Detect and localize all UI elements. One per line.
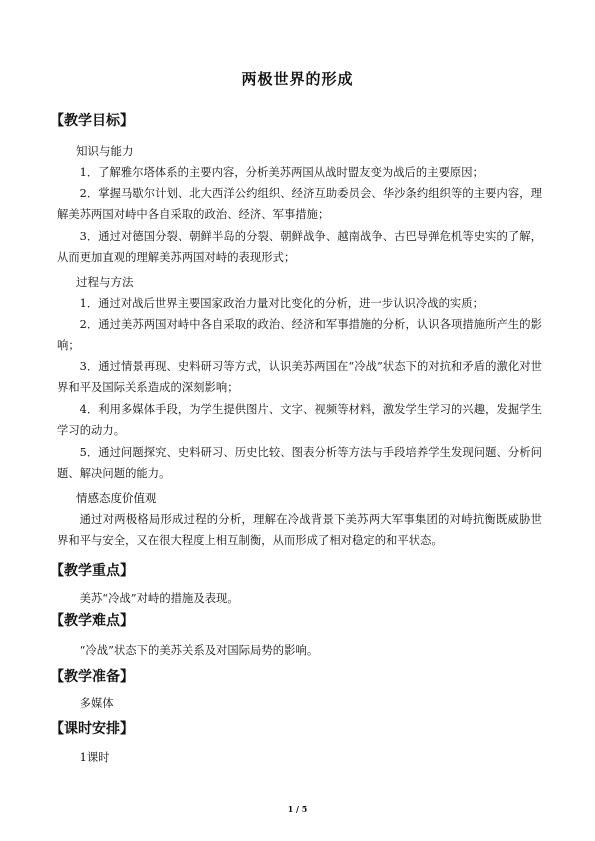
schedule-text: 1课时 bbox=[79, 751, 110, 764]
subheading-process: 过程与方法 bbox=[76, 275, 134, 289]
difficulties-text: “冷战”状态下的美苏关系及对国际局势的影响。 bbox=[79, 644, 319, 657]
process-item-3: 3．通过情景再现、史料研习等方式，认识美苏两国在“冷战”状态下的对抗和矛盾的激化对世界和平及国际关系造成的深刻影响； bbox=[57, 360, 542, 394]
knowledge-item-1: 1．了解雅尔塔体系的主要内容，分析美苏两国从战时盟友变为战后的主要原因； bbox=[79, 166, 484, 179]
process-item-4: 4．利用多媒体手段，为学生提供图片、文字、视频等材料，激发学生学习的兴趣，发掘学生学习的动力。 bbox=[57, 403, 542, 437]
subheading-emotion: 情感态度价值观 bbox=[76, 491, 157, 505]
page-title: 两极世界的形成 bbox=[241, 70, 354, 88]
process-item-5: 5．通过问题探究、史料研习、历史比较、图表分析等方法与手段培养学生发现问题、分析问题、解决问题的能力。 bbox=[57, 446, 542, 480]
emotion-text: 通过对两极格局形成过程的分析，理解在冷战背景下美苏两大军事集团的对峙抗衡既威胁世界和平与安全，又在很大程度上相互制衡，从而形成了相对稳定的和平状态。 bbox=[57, 513, 542, 547]
heading-difficulties: 【教学难点】 bbox=[50, 613, 134, 629]
page-number: 1 / 5 bbox=[287, 804, 308, 814]
heading-objectives: 【教学目标】 bbox=[50, 113, 134, 129]
process-item-2: 2．通过美苏两国对峙中各自采取的政治、经济和军事措施的分析，认识各项措施所产生的影响； bbox=[57, 318, 542, 352]
heading-schedule: 【课时安排】 bbox=[50, 721, 134, 737]
heading-preparation: 【教学准备】 bbox=[50, 669, 134, 685]
process-item-1: 1．通过对战后世界主要国家政治力量对比变化的分析，进一步认识冷战的实质； bbox=[79, 297, 484, 310]
subheading-knowledge: 知识与能力 bbox=[76, 144, 134, 158]
key-points-text: 美苏“冷战”对峙的措施及表现。 bbox=[79, 592, 239, 605]
preparation-text: 多媒体 bbox=[79, 697, 114, 710]
knowledge-item-2: 2．掌握马歇尔计划、北大西洋公约组织、经济互助委员会、华沙条约组织等的主要内容，理解美苏两国对峙中各自采取的政治、经济、军事措施； bbox=[57, 187, 542, 221]
heading-key-points: 【教学重点】 bbox=[50, 563, 134, 579]
knowledge-item-3: 3．通过对德国分裂、朝鲜半岛的分裂、朝鲜战争、越南战争、古巴导弹危机等史实的了解，从而更加直观的理解美苏两国对峙的表现形式； bbox=[57, 230, 542, 264]
